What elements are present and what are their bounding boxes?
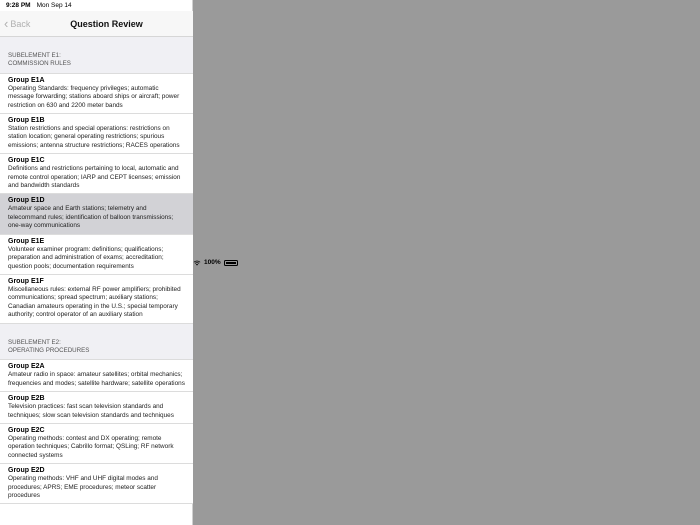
list-item[interactable] <box>0 154 193 194</box>
section-header-code: SUBELEMENT E1: <box>8 52 61 59</box>
chevron-left-icon: ‹ <box>4 16 9 31</box>
group-description: Amateur radio in space: amateur satellites; orbital mechanics; frequencies and modes; satellite hardware; satellite operations <box>8 371 185 387</box>
section-header <box>0 324 193 361</box>
group-description: Miscellaneous rules: external RF power amplifiers; prohibited communications; spread spectrum; auxiliary stations; Canadian amateurs operating in the U.S.; special temporary authority; control operator of an auxiliary station <box>8 285 181 319</box>
list-item[interactable] <box>0 74 193 114</box>
list-item[interactable] <box>0 235 193 275</box>
list-item-selected[interactable] <box>0 194 193 234</box>
group-title: Group E2B <box>8 395 45 403</box>
list-item[interactable] <box>0 275 193 324</box>
page-title: Question Review <box>70 18 143 29</box>
section-header-name: COMMISSION RULES <box>8 60 71 68</box>
group-title: Group E1B <box>8 117 45 125</box>
group-description: Station restrictions and special operations: restrictions on station location; general operating restrictions; spurious emissions; antenna structure restrictions; RACES operations <box>8 125 180 149</box>
group-description: Definitions and restrictions pertaining to local, automatic and remote control operation; IARP and CEPT licenses; emission and bandwidth standards <box>8 165 181 190</box>
group-title: Group E1A <box>8 76 45 84</box>
left-navigation-bar <box>0 11 193 37</box>
section-header-code: SUBELEMENT E2: <box>8 338 61 346</box>
question-review-panel <box>0 0 193 525</box>
group-description: Volunteer examiner program: definitions; qualifications; preparation and administration of exams; accreditation; question pools; documentation requirements <box>8 245 164 270</box>
battery-icon <box>224 260 238 266</box>
list-item[interactable] <box>0 360 193 392</box>
list-item[interactable] <box>0 424 193 464</box>
group-title: Group E2D <box>8 467 45 475</box>
group-description: Amateur space and Earth stations; telemetry and telecommand rules; identification of balloon transmissions; one-way communications <box>8 205 174 230</box>
group-title: Group E1D <box>8 197 45 205</box>
back-button[interactable] <box>4 16 31 31</box>
section-header <box>0 37 193 74</box>
subelement-list <box>0 37 193 504</box>
group-title: Group E1F <box>8 277 44 285</box>
list-item[interactable] <box>0 114 193 154</box>
group-description: Operating methods: contest and DX operating; remote operation techniques; Cabrillo format; QSLing; RF network connected systems <box>8 434 174 459</box>
group-title: Group E2C <box>8 426 45 434</box>
group-title: Group E2A <box>8 363 45 371</box>
group-description: Operating Standards: frequency privileges; automatic message forwarding; stations aboard ships or aircraft; power restriction on 630 and 2200 meter bands <box>8 84 180 109</box>
group-title: Group E1E <box>8 237 45 245</box>
group-description: Operating methods: VHF and UHF digital modes and procedures; APRS; EME procedures; meteor scatter procedures <box>8 475 158 499</box>
group-title: Group E1C <box>8 157 45 165</box>
back-label: Back <box>10 18 31 29</box>
status-date: Mon Sep 14 <box>36 2 72 9</box>
list-item[interactable] <box>0 464 193 504</box>
section-header-name: OPERATING PROCEDURES <box>8 346 90 354</box>
status-time: 9:28 PM <box>6 2 31 9</box>
status-right <box>193 0 700 525</box>
wifi-icon <box>193 260 201 266</box>
group-description: Television practices: fast scan television standards and techniques; slow scan television standards and techniques <box>8 403 174 419</box>
list-item[interactable] <box>0 392 193 424</box>
battery-percent: 100% <box>204 259 221 266</box>
